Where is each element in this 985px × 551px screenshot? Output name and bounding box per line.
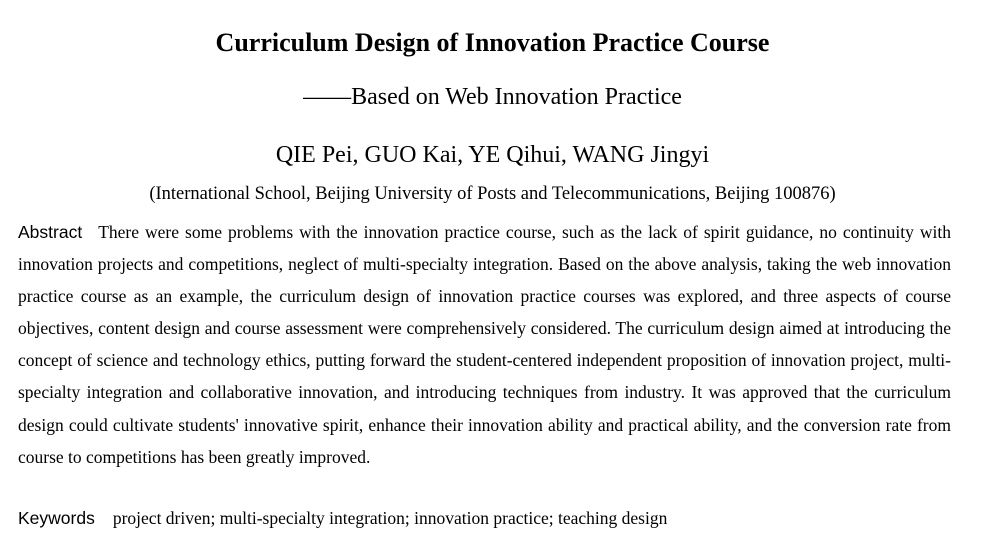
abstract-label: Abstract [18,222,83,242]
affiliation: (International School, Beijing University of Posts and Telecommunications, Beijing 100876) [149,184,836,204]
paper-subtitle: ——Based on Web Innovation Practice [303,84,682,110]
paper-title: Curriculum Design of Innovation Practice Course [215,28,770,57]
keywords-label: Keywords [18,508,95,528]
author-list: QIE Pei, GUO Kai, YE Qihui, WANG Jingyi [275,142,710,168]
keywords-text: project driven; multi-specialty integration; innovation practice; teaching design [112,508,668,528]
abstract-text: There were some problems with the innovation practice course, such as the lack of spirit guidance, no continuity with innovation projects and competitions, neglect of multi-specialty integration. Based on the above analysis, taking the web innovation practice course as an example, the curriculum design of innovation practice courses was explored, and three aspects of course objectives, content design and course assessment were comprehensively considered. The curriculum design aimed at introducing the concept of science and technology ethics, putting forward the student-centered independent proposition of innovation project, multi-specialty integration and collaborative innovation, and introducing techniques from industry. It was approved that the curriculum design could cultivate students' innovative spirit, enhance their innovation ability and practical ability, and the conversion rate from course to competitions has been greatly improved. [18,222,951,467]
abstract-paragraph [18,216,951,473]
keywords-line [18,504,951,532]
